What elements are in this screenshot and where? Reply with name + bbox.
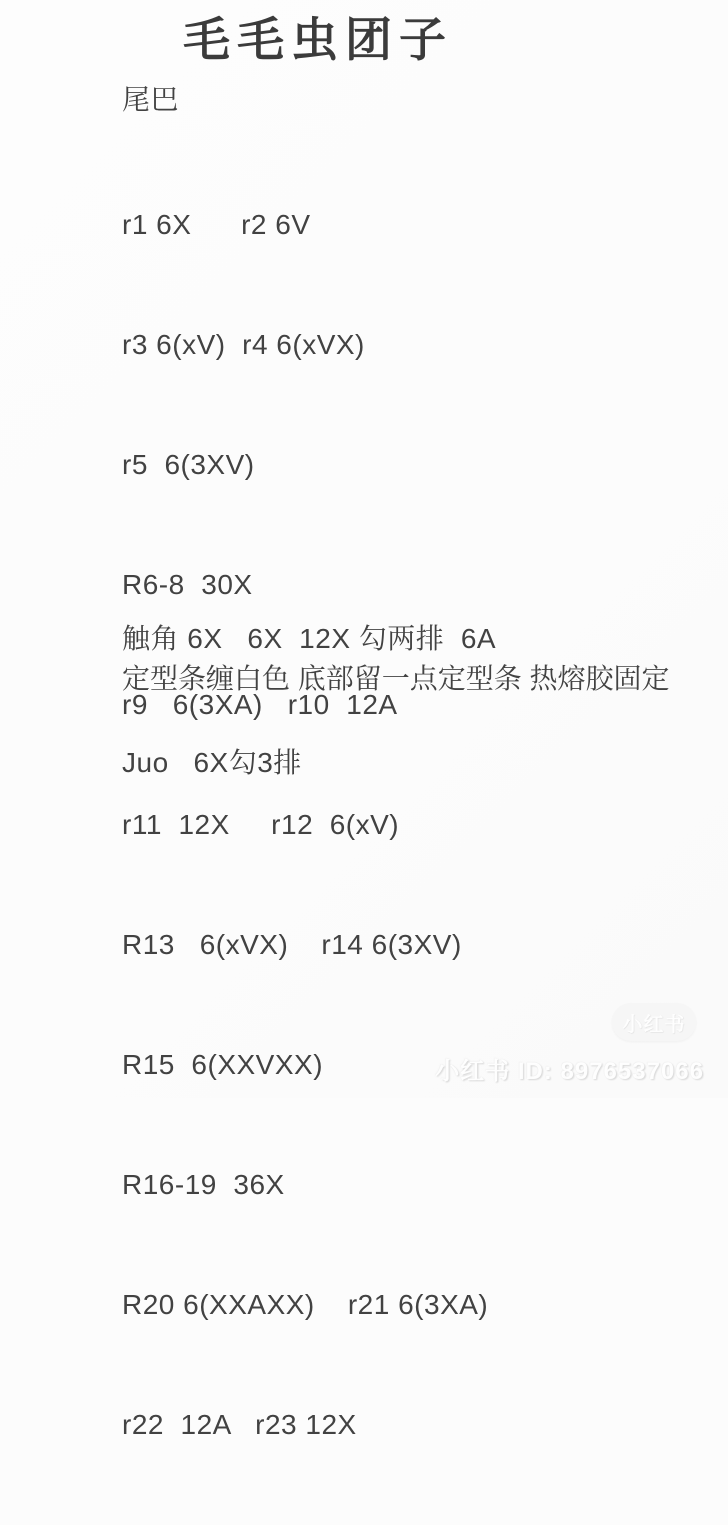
round-line-r11-r12: r11 12X r12 6(xV) [122,809,400,840]
round-line-r3-r4: r3 6(xV) r4 6(xVX) [122,329,365,360]
page-title: 毛毛虫团子 [183,13,453,66]
round-line-r22-r23: r22 12A r23 12X [122,1409,357,1440]
xiaohongshu-logo-text: 小红书 [622,1013,686,1036]
xiaohongshu-logo-badge [612,1003,696,1041]
round-line-r6-8: R6-8 30X [122,569,253,600]
tail-rounds-list [122,125,488,1525]
round-line-r15: R15 6(XXVXX) [122,1049,324,1080]
round-line-r9-r10: r9 6(3XA) r10 12A [122,689,398,720]
round-line-r13-r14: R13 6(xVX) r14 6(3XV) [122,929,462,960]
section-heading-tail: 尾巴 [122,84,180,115]
antenna-instruction-line: 触角 6X 6X 12X 勾两排 6A [122,623,497,654]
round-line-r16-19: R16-19 36X [122,1169,285,1200]
round-line-r1-r2: r1 6X r2 6V [122,209,311,240]
shaping-wire-note-line: 定型条缠白色 底部留一点定型条 热熔胶固定 [122,663,670,694]
watermark-user-id: 小红书 ID: 8976537066 [435,1058,704,1085]
juo-instruction-line: Juo 6X勾3排 [122,747,302,778]
round-line-r5: r5 6(3XV) [122,449,255,480]
round-line-r20-r21: R20 6(XXAXX) r21 6(3XA) [122,1289,489,1320]
